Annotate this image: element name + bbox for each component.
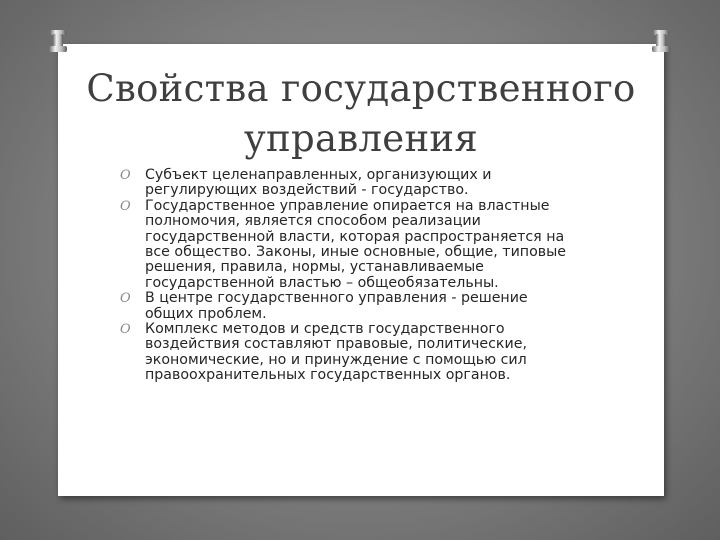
bullet-line: экономические, но и принуждение с помощью сил — [145, 351, 527, 368]
bullet-line: государственной власти, которая распространяется на — [145, 228, 565, 245]
bullet-line: государственной властью – общеобязательны. — [145, 274, 499, 291]
bullet-item — [120, 168, 610, 199]
bullet-line: Субъект целенаправленных, организующих и — [145, 167, 492, 183]
bullet-line: Комплекс методов и средств государственного — [145, 321, 505, 338]
bullet-line: регулирующих воздействий - государство. — [145, 182, 469, 199]
pushpin-icon — [650, 30, 672, 56]
slide-title — [70, 64, 652, 164]
bullet-line: Государственное управление опирается на властные — [145, 197, 550, 214]
bullet-line: решения, правила, нормы, устанавливаемые — [145, 259, 484, 276]
title-line: управления — [243, 117, 479, 160]
bullet-marker-icon: O — [120, 322, 131, 338]
bullet-list — [120, 168, 610, 384]
title-line: Свойства государственного — [86, 67, 636, 110]
bullet-line: правоохранительных государственных органов. — [145, 367, 511, 384]
bullet-line: полномочия, является способом реализации — [145, 213, 481, 230]
bullet-item — [120, 291, 610, 322]
bullet-marker-icon: O — [120, 291, 131, 307]
bullet-line: воздействия составляют правовые, политические, — [145, 336, 527, 353]
bullet-line: все общество. Законы, иные основные, общие, типовые — [145, 244, 567, 261]
bullet-marker-icon: O — [120, 198, 131, 214]
bullet-marker-icon: O — [120, 168, 131, 183]
bullet-line: В центре государственного управления - решение — [145, 290, 528, 307]
pushpin-icon — [47, 30, 69, 56]
bullet-item — [120, 199, 610, 291]
bullet-item — [120, 322, 610, 384]
bullet-line: общих проблем. — [145, 305, 267, 322]
